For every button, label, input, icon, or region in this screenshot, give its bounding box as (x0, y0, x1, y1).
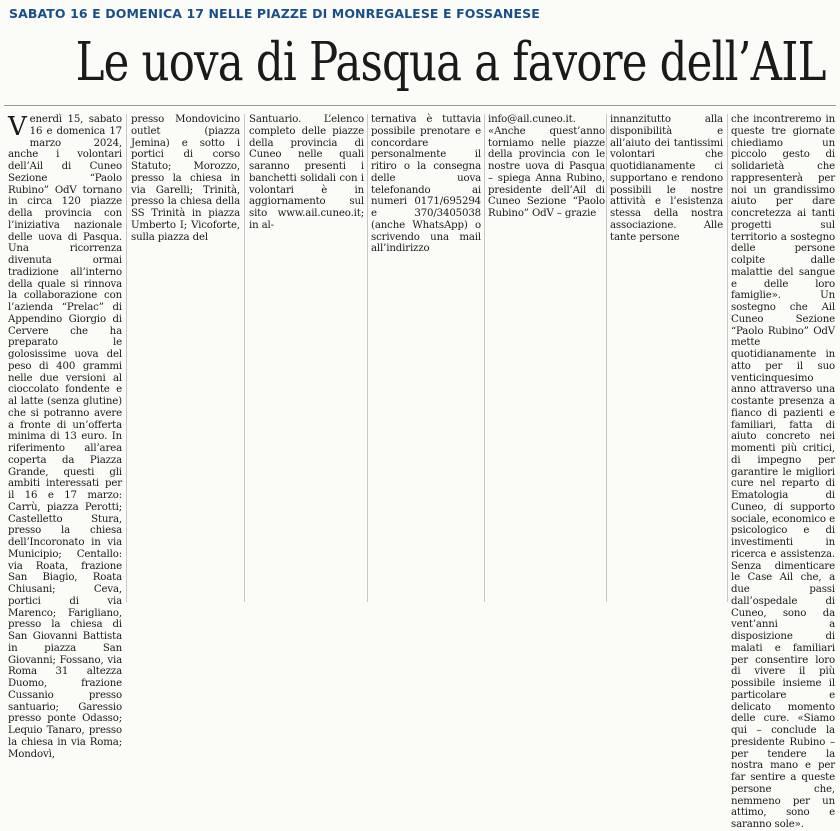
article-text-1: enerdì 15, sabato 16 e domenica 17 marzo 2024, anche i volontari dell’Ail di Cuneo Sezione “Paolo Rubino” OdV tornano in circa 120 piazze della provincia con l’iniziativa nazionale delle uova di Pasqua. Una ricorrenza divenuta ormai tradizione all’interno della quale si rinnova la collaborazione con l’azienda “Prelac” di Appendino Giorgio di Cervere che ha preparato le golosissime uova del peso di 400 grammi nelle due versioni al cioccolato fondente e al latte (senza glutine) che si potranno avere a fronte di un’offerta minima di 13 euro. In riferimento all’area coperta da Piazza Grande, questi gli ambiti interessati per il 16 e 17 marzo: Carrù, piazza Perotti; Castelletto Stura, presso la chiesa dell’Incoronato in via Municipio; Centallo: via Roata, frazione San Biagio, Roata Chiusani; Ceva, portici di via Marenco; Farigliano, presso la chiesa di San Giovanni Battista in piazza San Giovanni; Fossano, via Roma 31 altezza Duomo, frazione Cussanio presso santuario; Garessio presso ponte Odasso; Lequio Tanaro, presso la chiesa in via Roma; Mondovì, (8, 114, 122, 760)
column-divider (367, 114, 368, 602)
article-column-1 (8, 112, 122, 760)
header-rule (4, 105, 836, 106)
article-column-2 (131, 114, 240, 602)
column-divider (727, 114, 728, 602)
column-divider (484, 114, 485, 602)
article-text-4: ternativa è tuttavia possibile prenotare e concordare personalmente il ritiro o la consegna delle uova telefonando ai numeri 0171/695294 e 370/3405038 (anche WhatsApp) o scrivendo una mail all’indirizzo (371, 114, 481, 255)
column-divider (244, 114, 245, 602)
column-divider (606, 114, 607, 602)
kicker: SABATO 16 E DOMENICA 17 NELLE PIAZZE DI MONREGALESE E FOSSANESE (9, 6, 540, 21)
article-column-7 (731, 114, 835, 830)
article-text-7: che incontreremo in queste tre giornate chiediamo un piccolo gesto di solidarietà che rappresenterà per noi un grandissimo aiuto per dare concretezza ai tanti progetti sul territorio a sostegno delle persone colpite dalle malattie del sangue e delle loro famiglie». Un sostegno che Ail Cuneo Sezione “Paolo Rubino” OdV mette quotidianamente in atto per il suo venticinquesimo anno attraverso una costante presenza a fianco di pazienti e familiari, fatta di aiuto concreto nei momenti più critici, di impegno per garantire le migliori cure nel reparto di Ematologia di Cuneo, di supporto sociale, economico e psicologico e di investimenti in ricerca e assistenza. Senza dimenticare le Case Ail che, a due passi dall’ospedale di Cuneo, sono da vent’anni a disposizione di malati e familiari per consentire loro di vivere il più possibile insieme il particolare e delicato momento delle cure. «Siamo qui – conclude la presidente Rubino – per tendere la nostra mano e per far sentire a queste persone che, nemmeno per un attimo, sono e saranno sole». (731, 114, 835, 830)
article-text-5: info@ail.cuneo.it. «Anche quest’anno torniamo nelle piazze della provincia con le nostre uova di Pasqua – spiega Anna Rubino, presidente dell’Ail di Cuneo Sezione “Paolo Rubino” OdV – grazie (488, 114, 605, 219)
article-text-6: innanzitutto alla disponibilità e all’aiuto dei tantissimi volontari che quotidianamente ci supportano e rendono possibili le nostre attività e l’esistenza stessa della nostra associazione. Alle tante persone (610, 114, 723, 243)
article-column-6 (610, 114, 723, 602)
headline: Le uova di Pasqua a favore dell’AIL (75, 32, 826, 93)
article-column-5 (488, 114, 605, 602)
drop-cap: V (8, 112, 27, 142)
article-text-2: presso Mondovicino outlet (piazza Jemina) e sotto i portici di corso Statuto; Morozzo, presso la chiesa in via Garelli; Trinità, presso la chiesa della SS Trinità in piazza Umberto I; Vicoforte, sulla piazza del (131, 114, 240, 243)
article-text-3: Santuario. L’elenco completo delle piazze della provincia di Cuneo nelle quali saranno presenti i banchetti solidali con i volontari è in aggiornamento sul sito www.ail.cuneo.it; in al- (249, 114, 364, 231)
article-column-4 (371, 114, 481, 602)
column-divider (126, 114, 127, 602)
article-column-3 (249, 114, 364, 602)
